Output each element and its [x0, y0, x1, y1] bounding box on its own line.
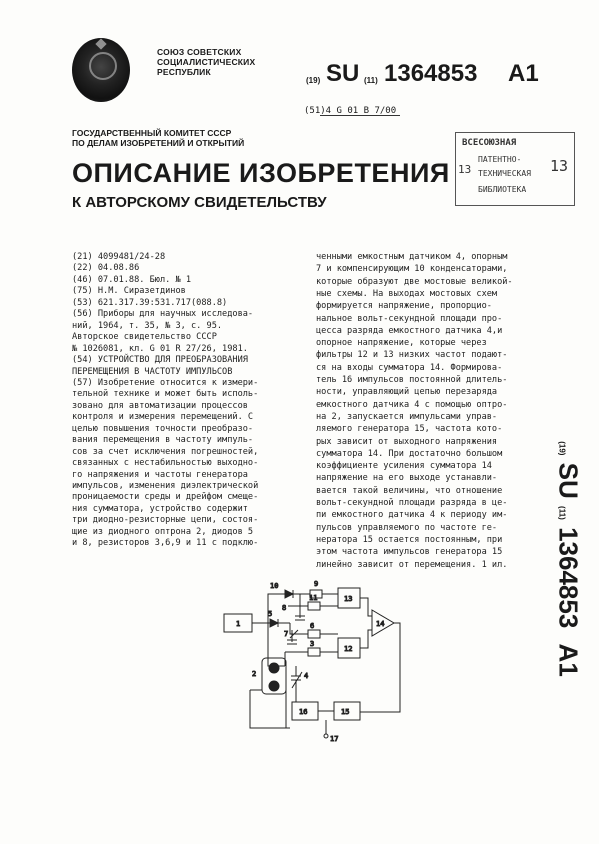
left-column-line: импульсов, изменения диэлектрической	[72, 481, 259, 491]
right-column-line: которые образуют две мостовые великой-	[316, 276, 513, 287]
optocoupler-2	[262, 658, 286, 694]
right-column-line: опорное напряжение, которые через	[316, 338, 487, 349]
left-column-line: (57) Изобретение относится к измери-	[72, 377, 259, 388]
right-column-line: цесса разряда емкостного датчика 4,и	[316, 325, 503, 336]
label-5: 5	[268, 610, 273, 618]
sensor-wiring	[250, 690, 296, 728]
label-17: 17	[330, 735, 339, 743]
capacitive-sensor-4	[291, 666, 302, 690]
left-column-line: ПЕРЕМЕЩЕНИЯ В ЧАСТОТУ ИМПУЛЬСОВ	[72, 366, 233, 377]
right-column-line: емкостного датчика 4 с помощью оптро-	[316, 399, 508, 410]
left-column-line: (75) Н.М. Сиразетдинов	[72, 286, 186, 297]
wire-mid	[278, 594, 338, 634]
left-column-line: ний, 1964, т. 35, № 3, с. 95.	[72, 320, 223, 331]
filter-outputs	[360, 598, 372, 648]
left-column-line: го напряжения и частоты генератора	[72, 469, 248, 480]
right-column-line: ные схемы. На выходах мостовых схем	[316, 288, 498, 299]
side-number: 1364853	[553, 527, 584, 629]
left-column-line: № 1026081, кл. G 01 R 27/26, 1981.	[72, 343, 248, 354]
left-column-line: три диодно-резисторные цепи, состоя-	[72, 515, 259, 526]
right-column-line: напряжение на его выходе устанавли-	[316, 473, 498, 484]
stamp-line-2: ТЕХНИЧЕСКАЯ	[478, 169, 531, 178]
generator-link	[318, 711, 334, 734]
committee-line-1: ГОСУДАРСТВЕННЫЙ КОМИТЕТ СССР	[72, 128, 232, 138]
left-column-line: сов за счет исключения погрешностей,	[72, 446, 259, 457]
ussr-emblem	[72, 38, 130, 102]
patent-number: 1364853	[384, 60, 478, 87]
right-column-line: на 2, запускается импульсами управ-	[316, 411, 498, 422]
left-column-line: щие из диодного оптрона 2, диодов 5	[72, 526, 254, 537]
stamp-right-number: 13	[550, 157, 569, 175]
label-6: 6	[310, 622, 315, 630]
label-11: 11	[309, 594, 318, 602]
label-15: 15	[341, 708, 350, 716]
stamp-title: ВСЕСОЮЗНАЯ	[462, 138, 517, 148]
side-kind: A1	[553, 643, 584, 677]
document-title: ОПИСАНИЕ ИЗОБРЕТЕНИЯ	[72, 158, 450, 188]
country-code: SU	[326, 60, 360, 87]
resistor-3	[308, 648, 320, 656]
label-13: 13	[344, 595, 353, 603]
left-column-line: и 8, резисторов 3,6,9 и 11 с подклю-	[72, 538, 259, 549]
left-column-line: проницаемости среды и дрейфом смеще-	[72, 492, 259, 503]
label-16: 16	[299, 708, 308, 716]
kind-code: A1	[508, 60, 539, 87]
stamp-left-number: 13	[458, 163, 472, 176]
left-column-line: ния сумматора, устройство содержит	[72, 503, 248, 514]
label-3: 3	[310, 640, 315, 648]
stamp-line-1: ПАТЕНТНО-	[478, 155, 522, 164]
right-column-line: вольт-секундной площади разряда в це-	[316, 498, 508, 508]
right-column-line: тель 16 импульсов постоянной длитель-	[316, 375, 508, 385]
left-column-line: (54) УСТРОЙСТВО ДЛЯ ПРЕОБРАЗОВАНИЯ	[72, 355, 248, 366]
side-patent-number	[548, 434, 588, 684]
right-column-line: ченными емкостным датчиком 4, опорным	[316, 252, 508, 262]
input-wiring	[252, 594, 285, 666]
right-column-line: этом частота импульсов генератора 15	[316, 547, 503, 558]
left-column-line: зовано для автоматизации процессов	[72, 400, 248, 411]
circuit-diagram	[210, 578, 410, 748]
right-column-line: ся на входы сумматора 14. Формирова-	[316, 362, 503, 373]
union-line-3: РЕСПУБЛИК	[157, 67, 211, 77]
label-2: 2	[252, 670, 257, 678]
right-column-line: ляемого генератора 15, частота кото-	[316, 424, 503, 435]
left-column-line: (56) Приборы для научных исследова-	[72, 309, 254, 320]
side-country: SU	[553, 462, 584, 499]
label-1: 1	[236, 620, 241, 628]
stamp-line-3: БИБЛИОТЕКА	[478, 185, 527, 194]
left-column-line: целью повышения точности преобразо-	[72, 423, 254, 434]
union-line-2: СОЦИАЛИСТИЧЕСКИХ	[157, 57, 256, 67]
output-terminal	[324, 734, 328, 738]
right-column-line: формируется напряжение, пропорцио-	[316, 301, 492, 312]
right-column-line: линейно зависит от перемещения. 1 ил.	[316, 559, 508, 570]
document-subtitle: К АВТОРСКОМУ СВИДЕТЕЛЬСТВУ	[72, 194, 327, 211]
left-column-line: (46) 07.01.88. Бюл. № 1	[72, 274, 191, 285]
ipc-underline	[320, 115, 400, 116]
right-column-line: вается такой величины, что отношение	[316, 485, 503, 496]
side-code-11: (11)	[557, 506, 567, 520]
left-column-line: (22) 04.08.86	[72, 263, 140, 274]
right-column-line: рых зависит от выходного напряжения	[316, 436, 498, 447]
code-19: (19)	[306, 76, 321, 85]
left-column-line: (53) 621.317.39:531.717(088.8)	[72, 297, 228, 308]
right-column-line: пульсов управляемого по частоте ге-	[316, 522, 498, 533]
right-column-line: нальное вольт-секундной площади про-	[316, 313, 503, 324]
right-column-line: 7 и компенсирующим 10 конденсаторами,	[316, 264, 508, 275]
label-8: 8	[282, 604, 287, 612]
resistor-11	[308, 602, 320, 610]
code-11: (11)	[364, 76, 378, 85]
union-line-1: СОЮЗ СОВЕТСКИХ	[157, 47, 242, 57]
side-code-19: (19)	[557, 441, 567, 456]
left-column-line: (21) 4099481/24-28	[72, 252, 166, 262]
library-stamp	[455, 132, 575, 206]
label-12: 12	[344, 645, 353, 653]
label-14: 14	[376, 620, 385, 628]
left-column-line: связанных с нестабильностью выходно-	[72, 458, 259, 469]
label-4: 4	[304, 672, 309, 680]
ipc-code: (51)4 G 01 B 7/00	[304, 106, 397, 116]
label-7: 7	[284, 630, 289, 638]
right-column-line: фильтры 12 и 13 низких частот подают-	[316, 350, 508, 361]
label-10: 10	[270, 582, 279, 590]
right-column-line: ности, управляющий цепью перезаряда	[316, 387, 498, 398]
right-column-line: сумматора 14. При достаточно большом	[316, 448, 503, 459]
wire-lower	[285, 652, 338, 666]
diode-10	[285, 590, 293, 598]
left-column-line: Авторское свидетельство СССР	[72, 332, 217, 343]
committee-line-2: ПО ДЕЛАМ ИЗОБРЕТЕНИЙ И ОТКРЫТИЙ	[72, 138, 245, 148]
diode-5	[270, 619, 278, 627]
summator-output	[360, 623, 400, 712]
right-column-line: нератора 15 остается постоянным, при	[316, 534, 503, 545]
right-column-line: коэффициенте усиления сумматора 14	[316, 461, 492, 472]
right-column-line: пи емкостного датчика 4 к периоду им-	[316, 510, 508, 521]
left-column-line: тельной технике и может быть исполь-	[72, 389, 259, 400]
left-column-line: вания перемещения в частоту импуль-	[72, 435, 254, 446]
left-column-line: контроля и измерения перемещений. С	[72, 412, 254, 423]
resistor-6	[308, 630, 320, 638]
label-9: 9	[314, 580, 319, 588]
